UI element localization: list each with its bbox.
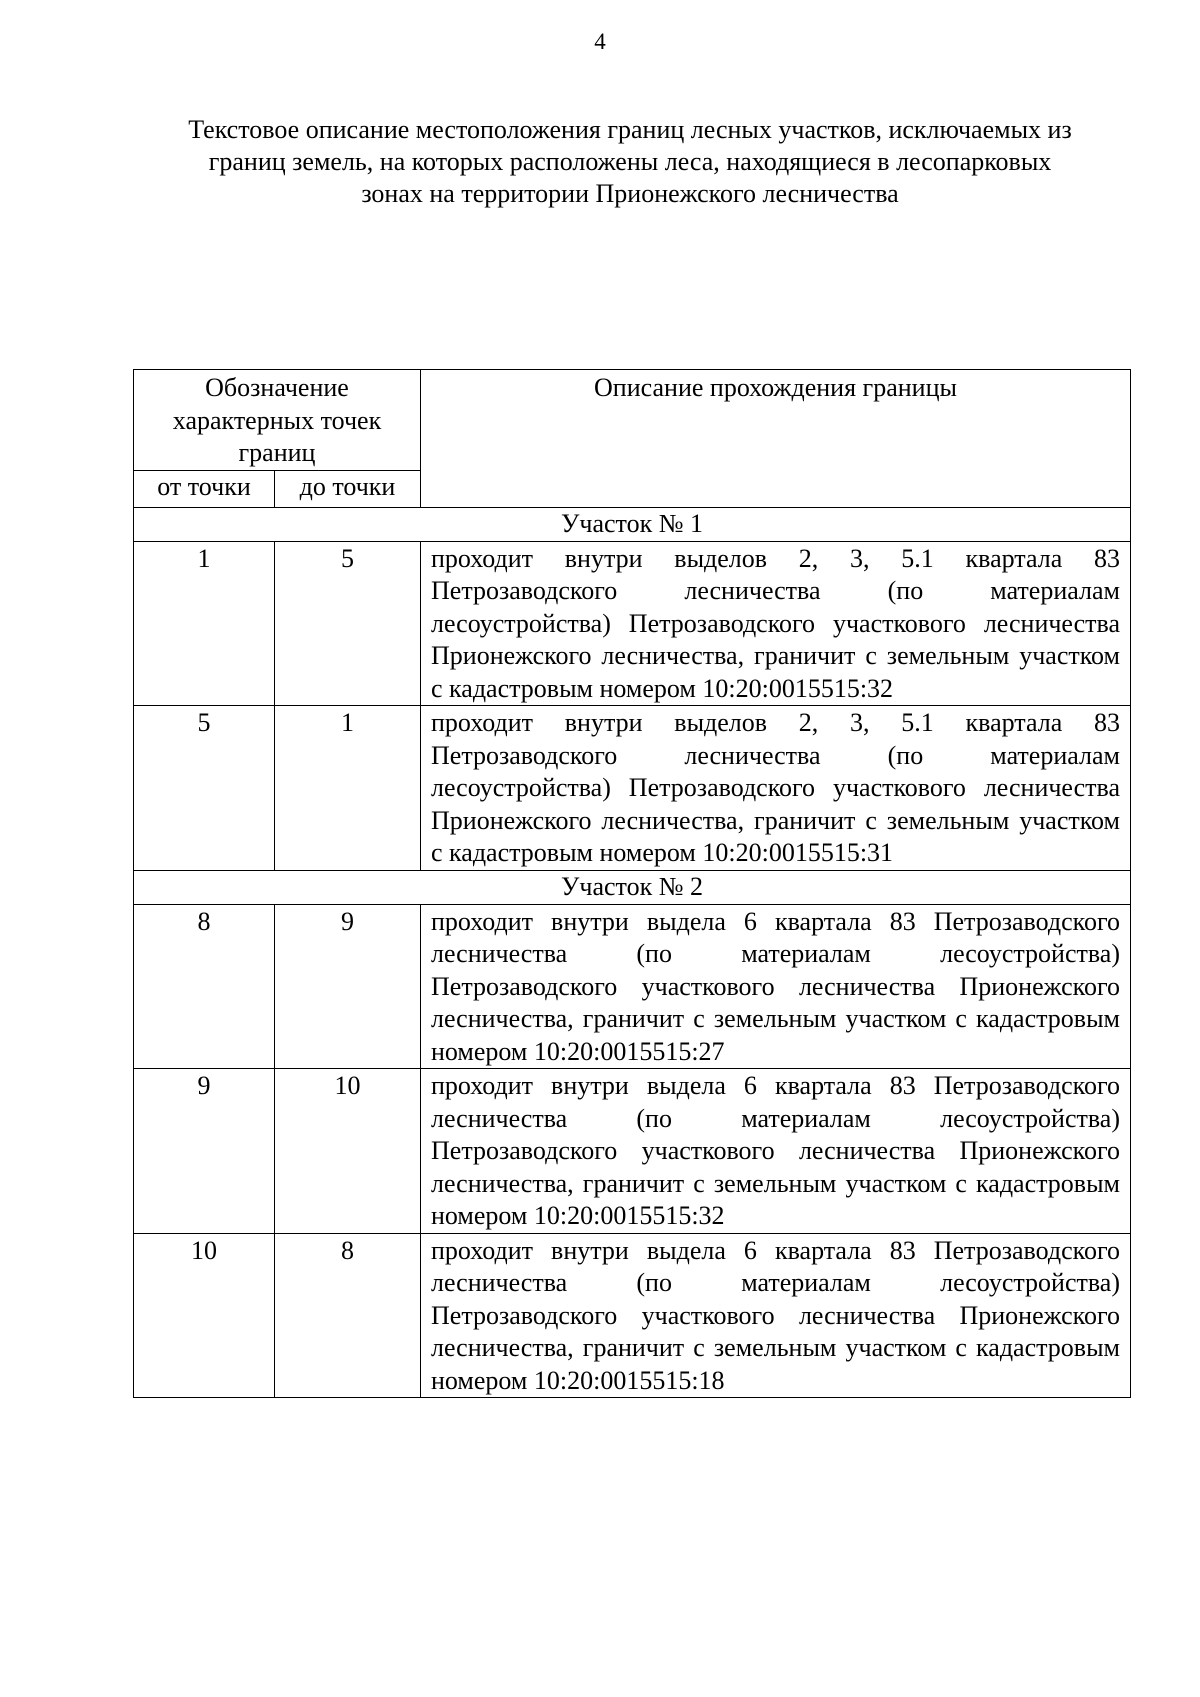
title-line: зонах на территории Прионежского лесничества [361, 179, 899, 208]
to-point: 1 [275, 706, 421, 871]
section-title: Участок № 2 [134, 870, 1131, 904]
title-line: Текстовое описание местоположения границ лесных участков, исключаемых из [188, 115, 1072, 144]
boundary-description: проходит внутри выдела 6 квартала 83 Петрозаводского лесничества (по материалам лесоустройства) Петрозаводского участкового лесничества Прионежского лесничества, граничит с земельным участком с кадастровым номером 10:20:0015515:27 [421, 904, 1131, 1069]
section-row [134, 870, 1131, 904]
to-point: 10 [275, 1069, 421, 1234]
from-point: 8 [134, 904, 275, 1069]
title-line: границ земель, на которых расположены леса, находящиеся в лесопарковых [208, 147, 1052, 176]
boundary-description: проходит внутри выделов 2, 3, 5.1 квартала 83 Петрозаводского лесничества (по материалам лесоустройства) Петрозаводского участкового лесничества Прионежского лесничества, граничит с земельным участком с кадастровым номером 10:20:0015515:32 [421, 541, 1131, 706]
table-header-row [134, 370, 1131, 471]
header-from-point: от точки [134, 470, 275, 507]
document-title [120, 114, 1140, 210]
to-point: 8 [275, 1233, 421, 1398]
table-row [134, 1069, 1131, 1234]
boundary-description: проходит внутри выделов 2, 3, 5.1 квартала 83 Петрозаводского лесничества (по материалам лесоустройства) Петрозаводского участкового лесничества Прионежского лесничества, граничит с земельным участком с кадастровым номером 10:20:0015515:31 [421, 706, 1131, 871]
from-point: 9 [134, 1069, 275, 1234]
boundary-description: проходит внутри выдела 6 квартала 83 Петрозаводского лесничества (по материалам лесоустройства) Петрозаводского участкового лесничества Прионежского лесничества, граничит с земельным участком с кадастровым номером 10:20:0015515:18 [421, 1233, 1131, 1398]
to-point: 9 [275, 904, 421, 1069]
header-to-point: до точки [275, 470, 421, 507]
to-point: 5 [275, 541, 421, 706]
section-title: Участок № 1 [134, 507, 1131, 541]
table-row [134, 541, 1131, 706]
boundary-table [133, 369, 1131, 1398]
from-point: 1 [134, 541, 275, 706]
section-row [134, 507, 1131, 541]
from-point: 5 [134, 706, 275, 871]
from-point: 10 [134, 1233, 275, 1398]
header-points: Обозначение характерных точек границ [134, 370, 421, 471]
table-row [134, 904, 1131, 1069]
table-row [134, 706, 1131, 871]
header-description: Описание прохождения границы [421, 370, 1131, 508]
boundary-description: проходит внутри выдела 6 квартала 83 Петрозаводского лесничества (по материалам лесоустройства) Петрозаводского участкового лесничества Прионежского лесничества, граничит с земельным участком с кадастровым номером 10:20:0015515:32 [421, 1069, 1131, 1234]
table-row [134, 1233, 1131, 1398]
page-number: 4 [594, 29, 606, 54]
